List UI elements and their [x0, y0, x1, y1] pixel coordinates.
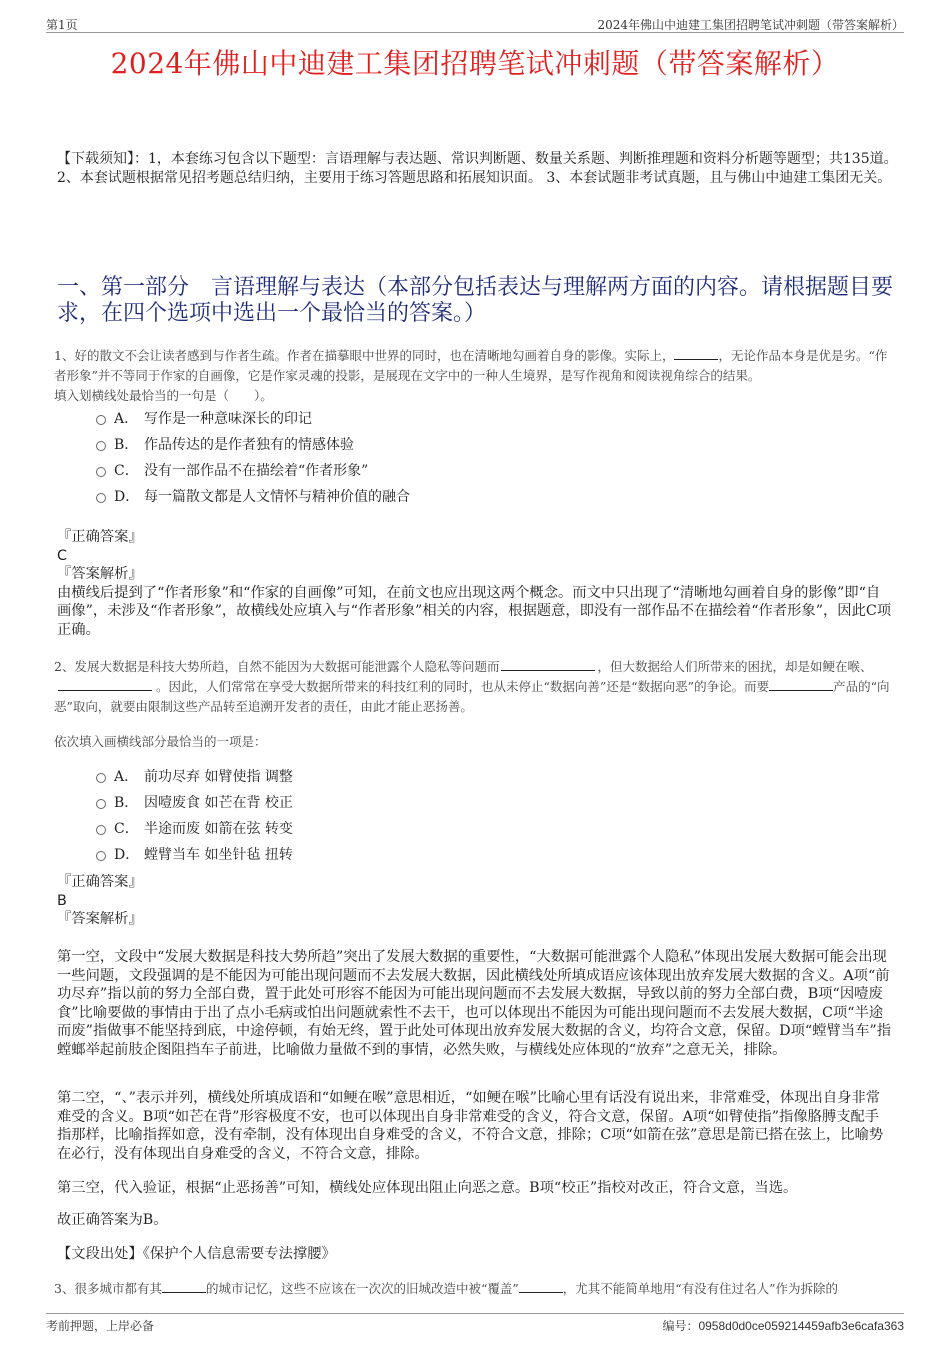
- option-key: A．: [114, 411, 139, 427]
- header-doc-title: 2024年佛山中迪建工集团招聘笔试冲刺题（带答案解析）: [597, 18, 904, 32]
- radio-icon[interactable]: [96, 415, 106, 425]
- passage-source: 【文段出处】《保护个人信息需要专法撑腰》: [57, 1246, 336, 1262]
- question-text: ，无论作品本身是优是劣。“作者形象”并不等同于作家的自画像，它是作家灵魂的投影，是展现在文字中的一种人生境界，是写作视角和阅读视角综合的结果。: [54, 348, 888, 383]
- radio-icon[interactable]: [96, 441, 106, 451]
- analysis-para-3: 第三空，代入验证，根据“止恶扬善”可知，横线处应体现出阻止向恶之意。B项“校正”指校对改正，符合文意，当选。: [57, 1180, 798, 1196]
- option-b[interactable]: [96, 789, 293, 815]
- analysis-para-2: 第二空，“、”表示并列，横线处所填成语和“如鲠在喉”意思相近，“如鲠在喉”比喻心里有话没有说出来，非常难受，体现出自身非常难受的含义。B项“如芒在背”形容极度不安，也可以体现出自身非常难受的含义，符合文意，保留。A项“如臂使指”指像胳膊支配手指那样，比喻指挥如意，没有牵制，没有体现出自身难受的含义，不符合文意，排除；C项“如箭在弦”意思是箭已搭在弦上，比喻势在必行，没有体现出自身难受的含义，不符合文意，排除。: [57, 1090, 884, 1162]
- analysis-conclusion: 故正确答案为B。: [57, 1212, 168, 1228]
- option-c[interactable]: [96, 457, 410, 483]
- answer-label: 『正确答案』: [57, 874, 143, 890]
- option-key: B．: [114, 795, 139, 811]
- question-text: ，但大数据给人们所带来的困扰，却是如鲠在喉、: [597, 659, 873, 674]
- option-text: 没有一部作品不在描绘着“作者形象”: [144, 463, 369, 479]
- blank: [674, 347, 718, 360]
- answer-label: 『正确答案』: [57, 529, 143, 545]
- blank: [519, 1280, 563, 1293]
- analysis-label: 『答案解析』: [57, 566, 143, 582]
- question-text: ，尤其不能简单地用“有没有住过名人”作为拆除的: [562, 1281, 839, 1296]
- question-text: 产品的“向恶”取向，就要由限制这些产品转至追溯开发者的责任，由此才能止恶扬善。: [54, 679, 890, 714]
- option-c[interactable]: [96, 815, 293, 841]
- radio-icon[interactable]: [96, 467, 106, 477]
- option-key: D．: [114, 847, 140, 863]
- q1-options: [96, 405, 410, 509]
- page-number: 第1页: [46, 18, 78, 32]
- option-a[interactable]: [96, 405, 410, 431]
- download-notice: 【下载须知】：1，本套练习包含以下题型：言语理解与表达题、常识判断题、数量关系题、判断推理题和资料分析题等题型；共135道。 2、本套试题根据常见招考题总结归纳，主要用于练习答题思路和拓展知识面。 3、本套试题非考试真题，且与佛山中迪建工集团无关。: [57, 151, 898, 186]
- analysis-para-1: 第一空，文段中“发展大数据是科技大势所趋”突出了发展大数据的重要性，“大数据可能泄露个人隐私”体现出发展大数据可能会出现一些问题，文段强调的是不能因为可能出现问题而不去发展大数据，因此横线处所填成语应该体现出放弃发展大数据的含义。A项“前功尽弃”指以前的努力全部白费，置于此处可形容不能因为可能出现问题而不去发展大数据，导致以前的努力全部白费，B项“因噎废食”比喻要做的事情由于出了点小毛病或怕出问题就索性不去干，也可以体现出不能因为可能出现问题而不去发展大数据，C项“半途而废”指做事不能坚持到底，中途停顿，有始无终，置于此处可体现出放弃发展大数据的含义，均符合文意，保留。D项“螳臂当车”指螳螂举起前肢企图阻挡车子前进，比喻做力量做不到的事情，必然失败，与横线处应体现的“放弃”之意无关，排除。: [57, 949, 892, 1058]
- option-key: B．: [114, 437, 139, 453]
- section-heading: 一、第一部分 言语理解与表达（本部分包括表达与理解两方面的内容。请根据题目要求，在四个选项中选出一个最恰当的答案。）: [57, 275, 894, 326]
- document-id: 编号：0958d0d0ce059214459afb3e6cafa363: [662, 1319, 904, 1333]
- option-d[interactable]: [96, 841, 293, 867]
- question-2: [54, 657, 894, 717]
- answer-value: B: [57, 892, 67, 909]
- q1-answer: [57, 528, 893, 639]
- q2-answer: [57, 873, 893, 929]
- option-a[interactable]: [96, 763, 293, 789]
- option-text: 半途而废 如箭在弦 转变: [144, 821, 293, 837]
- option-key: C．: [114, 463, 139, 479]
- footer-slogan: 考前押题，上岸必备: [46, 1319, 155, 1333]
- option-key: D．: [114, 489, 140, 505]
- blank: [58, 678, 152, 691]
- answer-value: C: [57, 547, 67, 564]
- option-text: 写作是一种意味深长的印记: [144, 411, 312, 427]
- blank: [501, 658, 595, 671]
- option-d[interactable]: [96, 483, 410, 509]
- radio-icon[interactable]: [96, 851, 106, 861]
- page-footer: [46, 1313, 904, 1334]
- option-text: 螳臂当车 如坐针毡 扭转: [144, 847, 293, 863]
- question-text: 。因此，人们常常在享受大数据所带来的科技红利的同时，也从未停止“数据向善”还是“数据向恶”的争论。而要: [156, 679, 770, 694]
- option-text: 作品传达的是作者独有的情感体验: [144, 437, 354, 453]
- option-key: C．: [114, 821, 139, 837]
- blank: [162, 1280, 206, 1293]
- question-1: [54, 346, 894, 406]
- option-text: 因噎废食 如芒在背 校正: [144, 795, 293, 811]
- question-text: 3、很多城市都有其: [54, 1281, 162, 1296]
- question-text: 2、发展大数据是科技大势所趋，自然不能因为大数据可能泄露个人隐私等问题而: [54, 659, 500, 674]
- analysis-text: 由横线后提到了“作者形象”和“作家的自画像”可知，在前文也应出现这两个概念。而文中只出现了“清晰地勾画着自身的影像”即“自画像”，未涉及“作者形象”，故横线处应填入与“作者形象”相关的内容，根据题意，即没有一部作品不在描绘着“作者形象”，因此C项正确。: [57, 584, 892, 638]
- radio-icon[interactable]: [96, 825, 106, 835]
- question-3: [54, 1279, 894, 1299]
- radio-icon[interactable]: [96, 773, 106, 783]
- radio-icon[interactable]: [96, 799, 106, 809]
- option-key: A．: [114, 769, 139, 785]
- option-text: 每一篇散文都是人文情怀与精神价值的融合: [144, 489, 410, 505]
- question-text: 的城市记忆，这些不应该在一次次的旧城改造中被“覆盖”: [205, 1281, 519, 1296]
- option-b[interactable]: [96, 431, 410, 457]
- analysis-label: 『答案解析』: [57, 911, 143, 927]
- radio-icon[interactable]: [96, 493, 106, 503]
- document-title: 2024年佛山中迪建工集团招聘笔试冲刺题（带答案解析）: [110, 47, 840, 80]
- question-text: 1、好的散文不会让读者感到与作者生疏。作者在描摹眼中世界的同时，也在清晰地勾画着自身的影像。实际上，: [54, 348, 675, 363]
- page-header: [46, 14, 904, 33]
- q2-options: [96, 763, 293, 867]
- option-text: 前功尽弃 如臂使指 调整: [144, 769, 293, 785]
- question-prompt: 填入划横线处最恰当的一句是（ ）。: [54, 388, 273, 403]
- blank: [769, 678, 833, 691]
- q2-prompt: 依次填入画横线部分最恰当的一项是：: [54, 734, 267, 749]
